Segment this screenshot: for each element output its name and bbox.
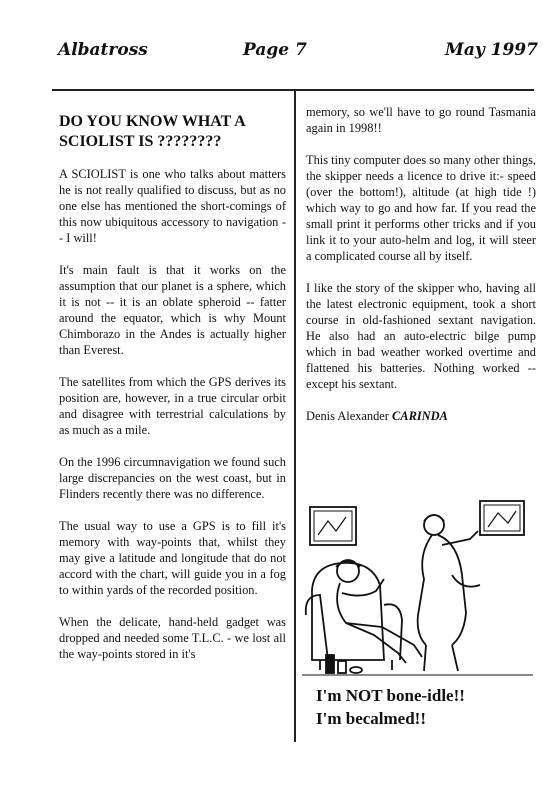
boat-name: CARINDA: [392, 409, 448, 423]
header-masthead: Albatross: [58, 40, 148, 60]
column-divider: [294, 90, 296, 742]
paragraph: A SCIOLIST is one who talks about matters he is not really qualified to discuss, but as no one else has mentioned the short-comings of this now ubiquitous accessory to navigation -- I will!: [59, 167, 286, 245]
paragraph: The usual way to use a GPS is to fill it's memory with way-points that, whilst they may give a latitude and longitude that do not accord with the chart, will guide you in a fog to within yards of the recorded position.: [59, 519, 286, 597]
paragraph: On the 1996 circumnavigation we found such large discrepancies on the west coast, but in Flinders recently there was no difference.: [59, 455, 286, 501]
header-rule: [52, 89, 534, 91]
author-name: Denis Alexander: [306, 409, 389, 423]
paragraph: memory, so we'll have to go round Tasmania again in 1998!!: [306, 105, 536, 135]
header-page-number: Page 7: [243, 40, 307, 60]
paragraph: The satellites from which the GPS derives its position are, however, in a true circular orbit and disagree with terrestrial calculations by as much as a mile.: [59, 375, 286, 437]
right-column: [306, 104, 536, 440]
header-date: May 1997: [445, 40, 538, 60]
cartoon-illustration: [302, 495, 533, 680]
article-title: DO YOU KNOW WHAT A SCIOLIST IS ????????: [59, 113, 245, 150]
left-column: [59, 112, 286, 678]
paragraph: I like the story of the skipper who, having all the latest electronic equipment, took a short course in old-fashioned sextant navigation. He also had an auto-electric bilge pump which in bad weather worked overtime and flattened his batteries. Nothing worked -- except his sextant.: [306, 281, 536, 391]
paragraph: It's main fault is that it works on the assumption that our planet is a sphere, which it is not -- it is an oblate spheroid -- fatter around the equator, which is why Mount Chimborazo in the Andes is actually higher than Everest.: [59, 263, 286, 357]
caption-line: I'm becalmed!!: [316, 709, 427, 728]
caption-line: I'm NOT bone-idle!!: [316, 686, 465, 705]
cartoon-caption: [316, 684, 465, 730]
paragraph: When the delicate, hand-held gadget was dropped and needed some T.L.C. - we lost all the way-points stored in it's: [59, 615, 286, 661]
paragraph: This tiny computer does so many other things, the skipper needs a licence to drive it:- speed (over the bottom!), altitude (at high tide !) which way to go and how far. If you read the small print it performs other tricks and if you link it to your auto-helm and log, it will steer a complicated course all by itself.: [306, 153, 536, 263]
author-signature: [306, 408, 536, 424]
